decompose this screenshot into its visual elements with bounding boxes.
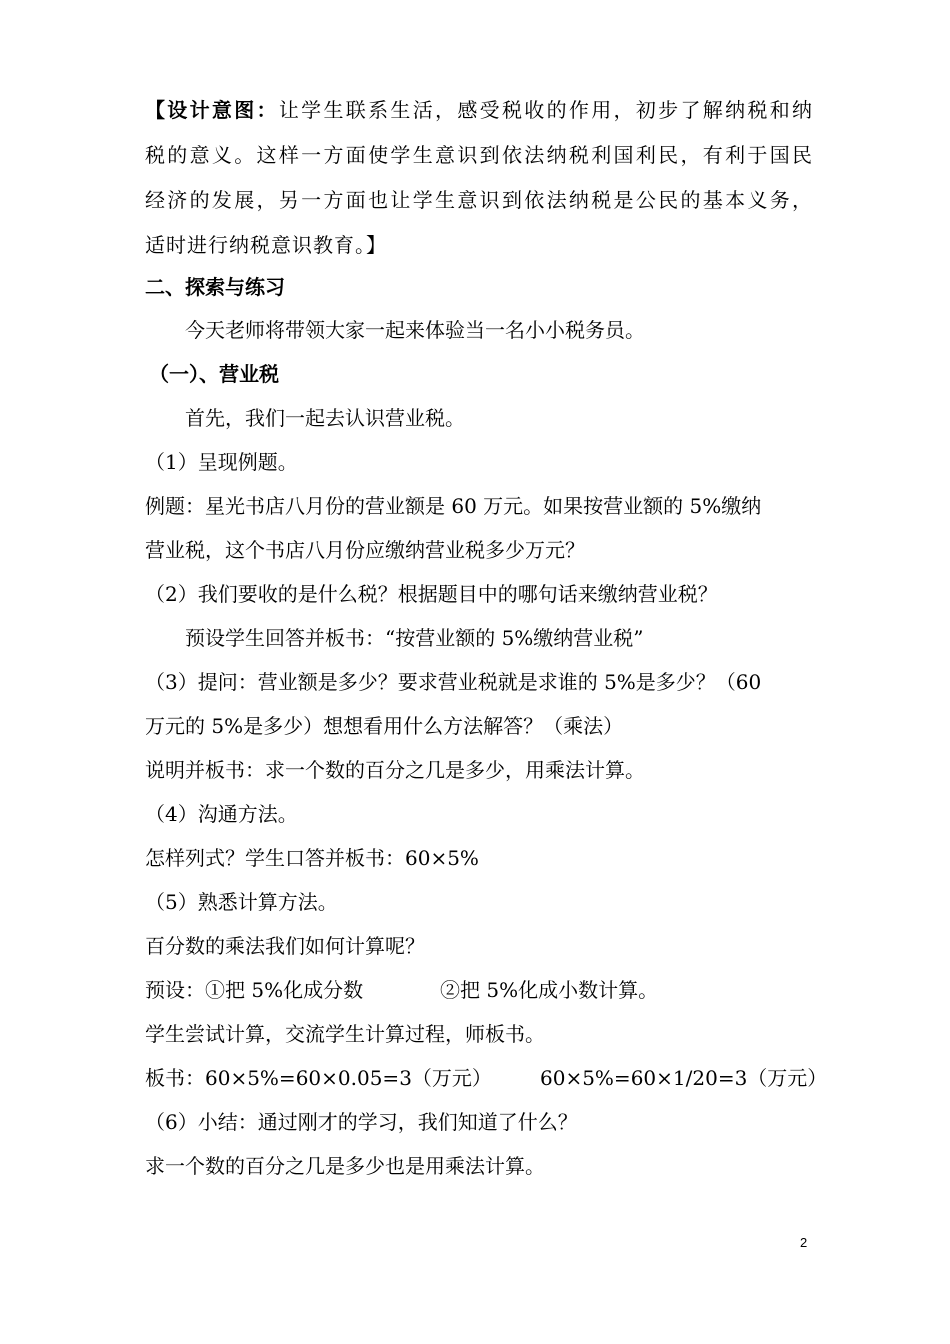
preset-option-a: 预设：①把 5%化成分数 — [145, 978, 364, 1002]
board-calc-b: 60×5%=60×1/20=3（万元） — [540, 1066, 828, 1090]
step-3-line-2: 万元的 5%是多少）想想看用什么方法解答？（乘法） — [145, 714, 624, 738]
section-title: 二、探索与练习 — [145, 275, 285, 299]
step-2: （2）我们要收的是什么税？根据题目中的哪句话来缴纳营业税？ — [145, 582, 718, 606]
page-number: 2 — [800, 1235, 808, 1250]
example-line-2: 营业税，这个书店八月份应缴纳营业税多少万元？ — [145, 538, 585, 562]
attempt-line: 学生尝试计算，交流学生计算过程，师板书。 — [145, 1022, 545, 1046]
preset-option-b: ②把 5%化成小数计算。 — [440, 978, 659, 1002]
step-3-line-1: （3）提问：营业额是多少？要求营业税就是求谁的 5%是多少？（60 — [145, 670, 762, 694]
board-calc-a: 板书：60×5%=60×0.05=3（万元） — [145, 1066, 492, 1090]
step-1: （1）呈现例题。 — [145, 450, 298, 474]
design-intent-text-1: 让学生联系生活，感受税收的作用，初步了解纳税和纳 — [278, 98, 814, 122]
design-intent-line-2: 税的意义。这样一方面使学生意识到依法纳税利国利民，有利于国民 — [145, 143, 813, 167]
design-intent-line-3: 经济的发展，另一方面也让学生意识到依法纳税是公民的基本义务， — [145, 188, 813, 212]
first-paragraph: 首先，我们一起去认识营业税。 — [185, 406, 465, 430]
preset-answer: 预设学生回答并板书：“按营业额的 5%缴纳营业税” — [185, 626, 644, 650]
design-intent-line-4: 适时进行纳税意识教育。】 — [145, 233, 387, 257]
formula-line: 怎样列式？学生口答并板书：60×5% — [145, 846, 479, 870]
subsection-title: （一）、营业税 — [149, 362, 279, 386]
example-line-1: 例题：星光书店八月份的营业额是 60 万元。如果按营业额的 5%缴纳 — [145, 494, 762, 518]
intro-paragraph: 今天老师将带领大家一起来体验当一名小小税务员。 — [185, 318, 645, 342]
design-intent-line-1 — [145, 97, 813, 123]
conclusion-line: 求一个数的百分之几是多少也是用乘法计算。 — [145, 1154, 545, 1178]
question-line: 百分数的乘法我们如何计算呢？ — [145, 934, 425, 958]
explanation: 说明并板书：求一个数的百分之几是多少，用乘法计算。 — [145, 758, 645, 782]
step-6: （6）小结：通过刚才的学习，我们知道了什么？ — [145, 1110, 578, 1134]
design-intent-label: 【设计意图： — [145, 98, 279, 122]
step-5: （5）熟悉计算方法。 — [145, 890, 338, 914]
step-4: （4）沟通方法。 — [145, 802, 298, 826]
